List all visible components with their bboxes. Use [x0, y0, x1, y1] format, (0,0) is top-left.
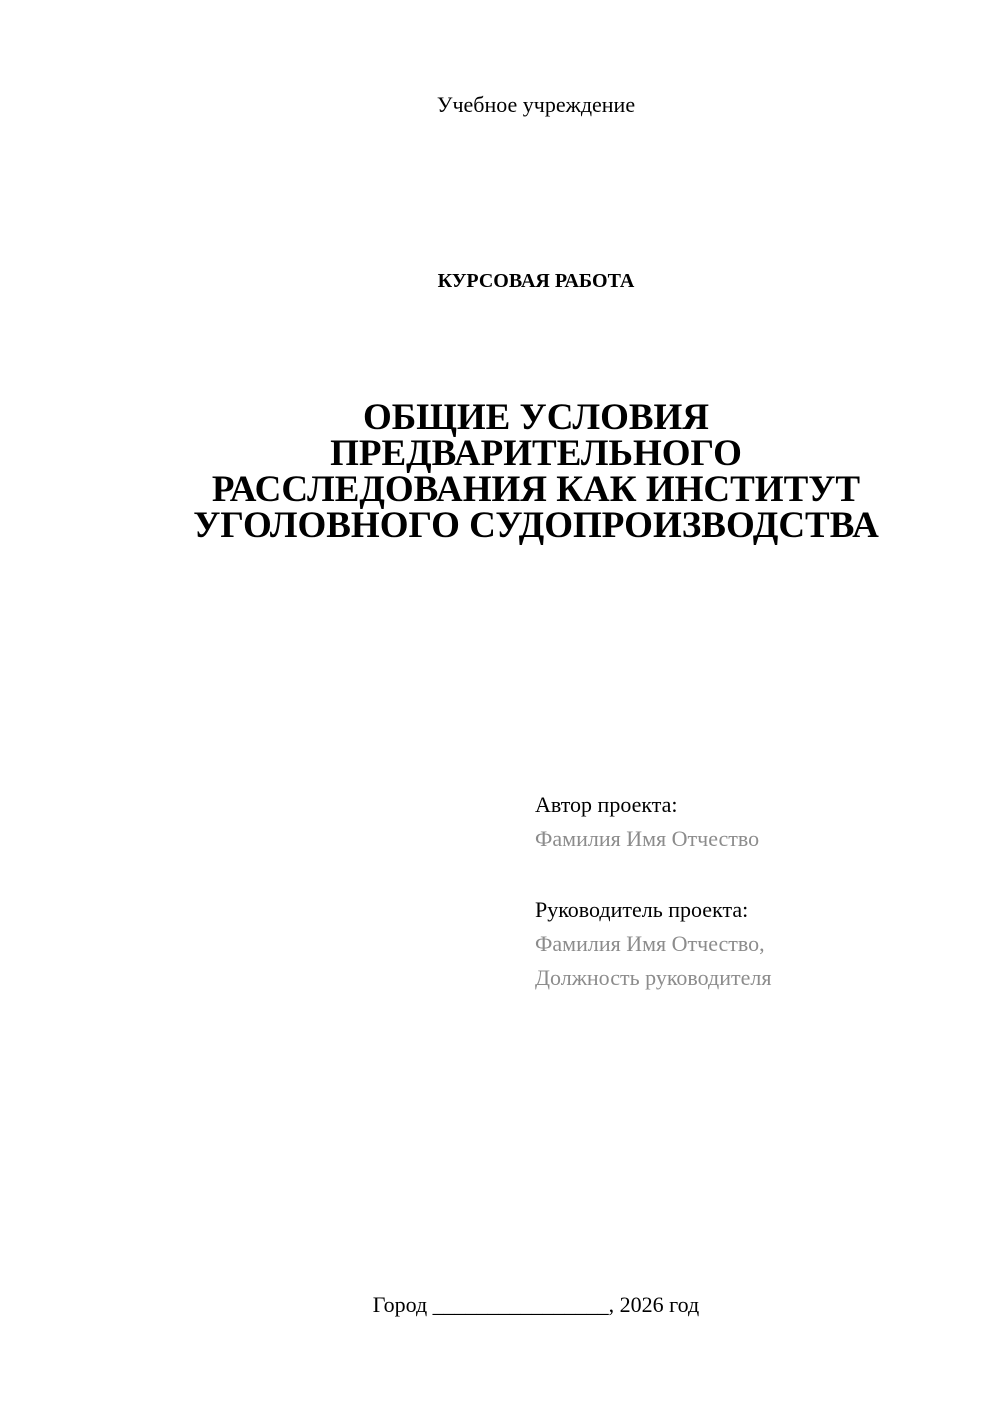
supervisor-position: Должность руководителя — [535, 965, 772, 990]
title-line: УГОЛОВНОГО СУДОПРОИЗВОДСТВА — [193, 505, 879, 546]
title-line: РАССЛЕДОВАНИЯ КАК ИНСТИТУТ — [211, 469, 861, 510]
author-name: Фамилия Имя Отчество — [535, 826, 760, 851]
work-type-heading: КУРСОВАЯ РАБОТА — [437, 270, 635, 292]
supervisor-block — [535, 893, 975, 995]
title-line: ОБЩИЕ УСЛОВИЯ — [362, 397, 710, 438]
author-label: Автор проекта: — [535, 792, 678, 817]
title-line: ПРЕДВАРИТЕЛЬНОГО — [330, 433, 742, 474]
credits-block — [535, 788, 975, 995]
author-block — [535, 788, 975, 856]
document-title — [150, 397, 922, 546]
city-year-line: Город ________________, 2026 год — [372, 1292, 700, 1317]
supervisor-label: Руководитель проекта: — [535, 897, 749, 922]
institution-name: Учебное учреждение — [436, 92, 636, 117]
supervisor-name: Фамилия Имя Отчество, — [535, 931, 765, 956]
